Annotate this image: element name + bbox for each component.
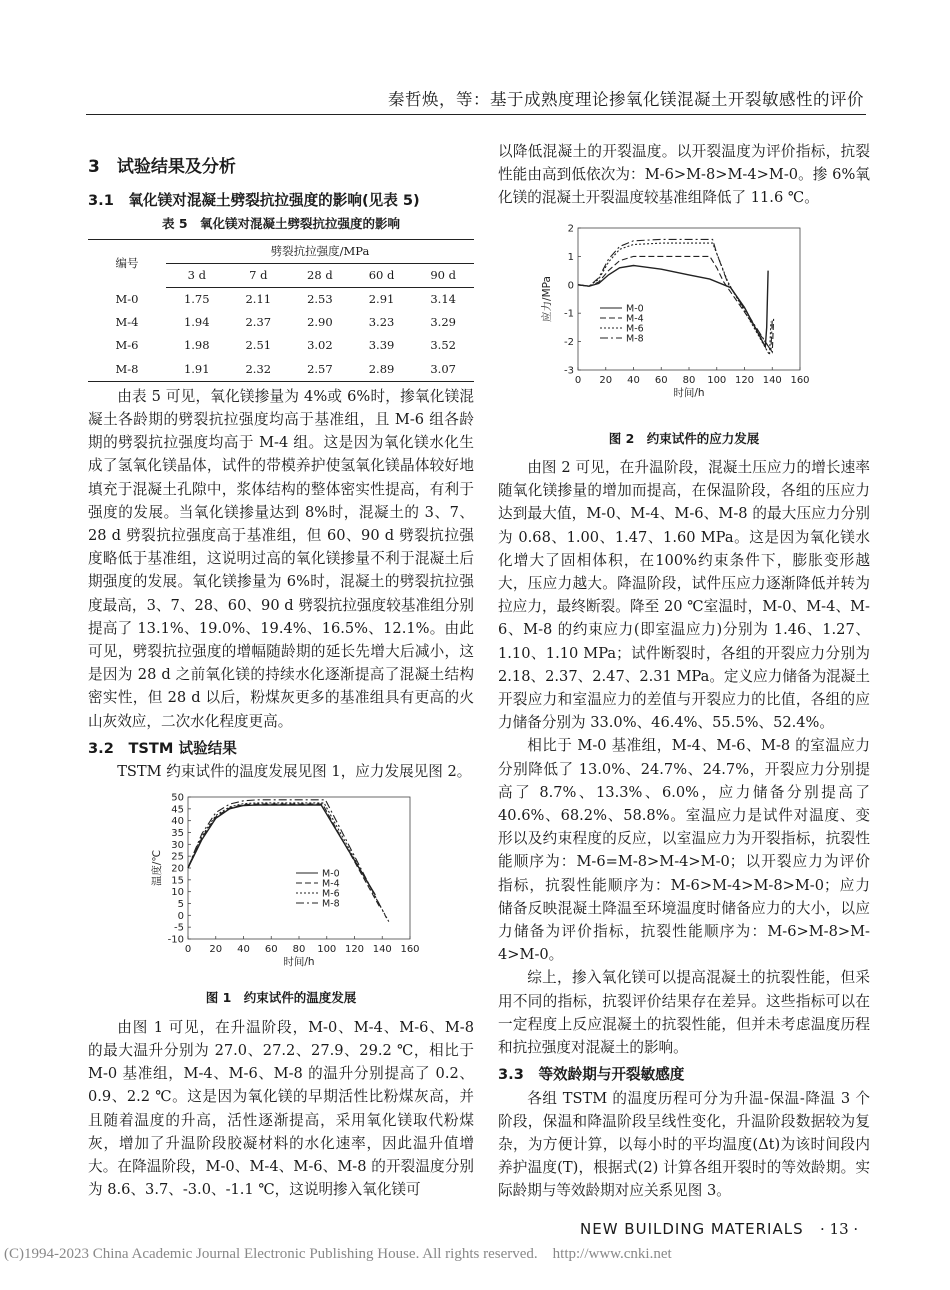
- series-line-m-6: [188, 803, 389, 923]
- paragraph: 由表 5 可见，氧化镁掺量为 4%或 6%时，掺氧化镁混凝土各龄期的劈裂抗拉强度均高于基准组，且 M-6 组各龄期的劈裂抗拉强度均高于 M-4 组。这是因为氧化镁水化生成了氢氧化镁晶体，试件的带模养护使氢氧化镁晶体较好地填充于混凝土孔隙中，浆体结构的整体密实性提高，有利于强度的发展。当氧化镁掺量达到 8%时，混凝土的 3、7、28 d 劈裂抗拉强度高于基准组，但 60、90 d 劈裂抗拉强度略低于基准组，这说明过高的氧化镁掺量不利于混凝土后期强度的发展。氧化镁掺量为 6%时，混凝土的劈裂抗拉强度最高，3、7、28、60、90 d 劈裂抗拉强度较基准组分别提高了 13.1%、19.0%、19.4%、16.5%、12.1%。由此可见，劈裂抗拉强度的增幅随龄期的延长先增大后减小，这是因为 28 d 之前氧化镁的持续水化逐渐提高了混凝土结构密实性，但 28 d 以后，粉煤灰更多的基准组具有更高的火山灰效应，二次水化程度更高。: [88, 387, 474, 730]
- section-3-1-title: 3.1 氧化镁对混凝土劈裂抗拉强度的影响(见表 5): [88, 192, 420, 210]
- y-tick-label: 10: [171, 887, 184, 899]
- x-tick-label: 40: [237, 944, 250, 956]
- paragraph: 综上，掺入氧化镁可以提高混凝土的抗裂性能，但采用不同的指标，抗裂评价结果存在差异。这些指标可以在一定程度上反应混凝土的抗裂性能，但并未考虑温度历程和抗拉强度对混凝土的影响。: [498, 969, 870, 1057]
- table-cell: 2.53: [307, 292, 333, 307]
- table-cell: 2.37: [245, 315, 272, 330]
- legend-label: M-6: [626, 323, 644, 335]
- table-age-header: 28 d: [289, 263, 351, 287]
- table-5-caption: 表 5 氧化镁对混凝土劈裂抗拉强度的影响: [161, 216, 401, 232]
- x-tick-label: 120: [734, 374, 755, 386]
- y-axis-label: 温度/℃: [151, 850, 163, 887]
- y-tick-label: -10: [167, 934, 184, 946]
- paragraph: 以降低混凝土的开裂温度。以开裂温度为评价指标，抗裂性能由高到低依次为：M-6>M-8>M-4>M-0。掺 6%氧化镁的混凝土开裂温度较基准组降低了 11.6 ℃。: [498, 143, 870, 207]
- table-cell: 2.11: [245, 292, 272, 307]
- table-age-header: 7 d: [228, 263, 290, 287]
- table-cell: 2.90: [307, 315, 333, 330]
- y-tick-label: -1: [564, 308, 574, 320]
- y-tick-label: 2: [567, 223, 574, 235]
- series-line-m-0: [188, 805, 375, 895]
- table-cell: M-4: [115, 315, 139, 330]
- table-cell: M-0: [115, 291, 139, 306]
- x-tick-label: 80: [292, 944, 306, 956]
- page-number: · 13 ·: [820, 1220, 859, 1238]
- section-3-3-title: 3.3 等效龄期与开裂敏感度: [498, 1066, 685, 1084]
- y-tick-label: 25: [171, 851, 184, 863]
- table-cell: M-8: [88, 358, 166, 382]
- paragraph: 由图 1 可见，在升温阶段，M-0、M-4、M-6、M-8 的最大温升分别为 27.0、27.2、27.9、29.2 ℃，相比于 M-0 基准组，M-4、M-6、M-8 的温升分别提高了 0.2、0.9、2.2 ℃。这是因为氧化镁的早期活性比粉煤灰高，并且随着温度的升高，活性逐渐提高，采用氧化镁取代粉煤灰，增加了升温阶段胶凝材料的水化速率，因此温升值增大。在降温阶段，M-0、M-4、M-6、M-8 的开裂温度分别为 8.6、3.7、-3.0、-1.1 ℃，这说明掺入氧化镁可: [88, 1018, 474, 1199]
- x-tick-label: 100: [707, 374, 727, 386]
- x-tick-label: 160: [790, 374, 810, 386]
- section-3-title: 3 试验结果及分析: [88, 157, 236, 177]
- header-rule: [86, 114, 866, 115]
- y-tick-label: 0: [567, 279, 574, 291]
- figure-1: [88, 787, 474, 984]
- figure-1-caption: 图 1 约束试件的温度发展: [205, 990, 357, 1006]
- x-tick-label: 20: [209, 944, 223, 956]
- legend-label: M-4: [322, 878, 340, 890]
- x-tick-label: 140: [762, 374, 782, 386]
- table-cell: 3.52: [430, 338, 456, 353]
- paragraph: 相比于 M-0 基准组，M-4、M-6、M-8 的室温应力分别降低了 13.0%、24.7%、24.7%，开裂应力分别提高了 8.7%、13.3%、6.0%，应力储备分别提高了 40.6%、68.2%、58.8%。室温应力是试件对温度、变形以及约束程度的反应，以室温应力为开裂指标，抗裂性能顺序为：M-6=M-8>M-4>M-0；以开裂应力为评价指标，抗裂性能顺序为：M-6>M-4>M-8>M-0；应力储备反映混凝土降温至环境温度时储备应力的大小，以应力储备为评价指标，抗裂性能顺序为：M-6>M-8>M-4>M-0。: [498, 737, 870, 964]
- x-tick-label: 120: [344, 944, 365, 956]
- y-tick-label: 45: [171, 804, 184, 816]
- table-5: [88, 239, 474, 382]
- y-tick-label: -3: [564, 365, 574, 377]
- temperature-chart: [88, 787, 474, 977]
- table-row-header: 编号: [88, 239, 166, 287]
- y-axis-label: 应力/MPa: [541, 275, 553, 322]
- table-cell: 3.14: [430, 292, 456, 307]
- y-tick-label: 0: [177, 911, 184, 923]
- x-tick-label: 40: [627, 374, 640, 386]
- table-cell: 3.02: [307, 338, 333, 353]
- y-tick-label: 15: [171, 875, 184, 887]
- y-tick-label: 1: [567, 251, 574, 263]
- section-3-2-title: 3.2 TSTM 试验结果: [88, 739, 237, 757]
- y-tick-label: 30: [171, 840, 184, 852]
- legend-label: M-4: [626, 313, 644, 325]
- stress-chart: [498, 214, 870, 414]
- series-line-m-4: [188, 804, 380, 907]
- table-cell: 2.57: [289, 358, 351, 382]
- table-cell: 2.89: [351, 358, 413, 382]
- table-cell: 3.23: [368, 315, 395, 330]
- table-row: [88, 311, 474, 334]
- figure-2: [498, 214, 870, 421]
- table-cell: 3.07: [412, 358, 474, 382]
- copyright-line: (C)1994-2023 China Academic Journal Electronic Publishing House. All rights reserved. http://www.cnki.net: [4, 1246, 672, 1262]
- running-title: 秦哲焕，等：基于成熟度理论掺氧化镁混凝土开裂敏感性的评价: [388, 90, 864, 109]
- y-tick-label: 35: [171, 828, 184, 840]
- table-row: [88, 334, 474, 357]
- series-line-m-0: [578, 265, 768, 346]
- table-col-group: 劈裂抗拉强度/MPa: [166, 239, 474, 263]
- x-tick-label: 0: [574, 374, 582, 386]
- legend-label: M-8: [626, 333, 644, 345]
- paragraph: 由图 2 可见，在升温阶段，混凝土压应力的增长速率随氧化镁掺量的增加而提高，在保温阶段，各组的压应力达到最大值，M-0、M-4、M-6、M-8 的最大压应力分别为 0.68、1.00、1.47、1.60 MPa。这是因为氧化镁水化增大了固相体积，在100%约束条件下，膨胀变形越大，压应力越大。降温阶段，试件压应力逐渐降低并转为拉应力，最终断裂。降至 20 ℃室温时，M-0、M-4、M-6、M-8 的约束应力(即室温应力)分别为 1.46、1.27、1.10、1.10 MPa；试件断裂时，各组的开裂应力分别为 2.18、2.37、2.47、2.31 MPa。定义应力储备为混凝土开裂应力和室温应力的差值与开裂应力的比值，各组的应力储备分别为 33.0%、46.4%、55.5%、52.4%。: [498, 459, 870, 732]
- table-cell: 2.32: [228, 358, 290, 382]
- x-tick-label: 160: [400, 944, 420, 956]
- x-tick-label: 80: [682, 374, 696, 386]
- x-tick-label: 60: [654, 374, 668, 386]
- table-age-header: 90 d: [412, 263, 474, 287]
- legend-label: M-0: [322, 868, 340, 880]
- table-row: [88, 358, 474, 382]
- table-cell: 3.39: [368, 338, 395, 353]
- x-axis-label: 时间/h: [283, 956, 315, 969]
- y-tick-label: 5: [177, 899, 184, 911]
- right-column: [498, 140, 870, 1203]
- plot-frame: [188, 797, 410, 939]
- journal-name: NEW BUILDING MATERIALS: [580, 1220, 804, 1238]
- y-tick-label: -5: [174, 922, 184, 934]
- table-age-header: 60 d: [351, 263, 413, 287]
- y-tick-label: 20: [171, 863, 184, 875]
- x-tick-label: 20: [599, 374, 613, 386]
- left-column: [88, 140, 474, 1201]
- y-tick-label: 40: [171, 816, 184, 828]
- table-cell: 1.94: [183, 315, 210, 330]
- x-tick-label: 140: [372, 944, 392, 956]
- legend-label: M-6: [322, 888, 340, 900]
- y-tick-label: -2: [564, 336, 574, 348]
- table-cell: 1.91: [166, 358, 228, 382]
- table-cell: 2.91: [368, 292, 395, 307]
- y-tick-label: 50: [171, 792, 184, 804]
- x-tick-label: 0: [184, 944, 192, 956]
- table-cell: 2.51: [245, 338, 272, 353]
- figure-2-caption: 图 2 约束试件的应力发展: [608, 430, 760, 446]
- table-cell: 1.75: [183, 292, 210, 307]
- legend-label: M-8: [322, 898, 340, 910]
- legend-label: M-0: [626, 303, 644, 315]
- table-cell: M-6: [115, 338, 139, 353]
- x-tick-label: 100: [317, 944, 337, 956]
- table-age-header: 3 d: [166, 263, 228, 287]
- series-line-m-8: [578, 239, 772, 350]
- table-row: [88, 288, 474, 312]
- paragraph: 各组 TSTM 的温度历程可分为升温-保温-降温 3 个阶段，保温和降温阶段呈线性变化，升温阶段数据较为复杂，为方便计算，以每小时的平均温度(Δt)为该时间段内养护温度(T)，根据式(2) 计算各组开裂时的等效龄期。实际龄期与等效龄期对应关系见图 3。: [498, 1089, 870, 1200]
- x-axis-label: 时间/h: [673, 386, 705, 399]
- paragraph: TSTM 约束试件的温度发展见图 1，应力发展见图 2。: [117, 763, 472, 781]
- table-cell: 3.29: [430, 315, 456, 330]
- table-cell: 1.98: [183, 338, 210, 353]
- x-tick-label: 60: [264, 944, 278, 956]
